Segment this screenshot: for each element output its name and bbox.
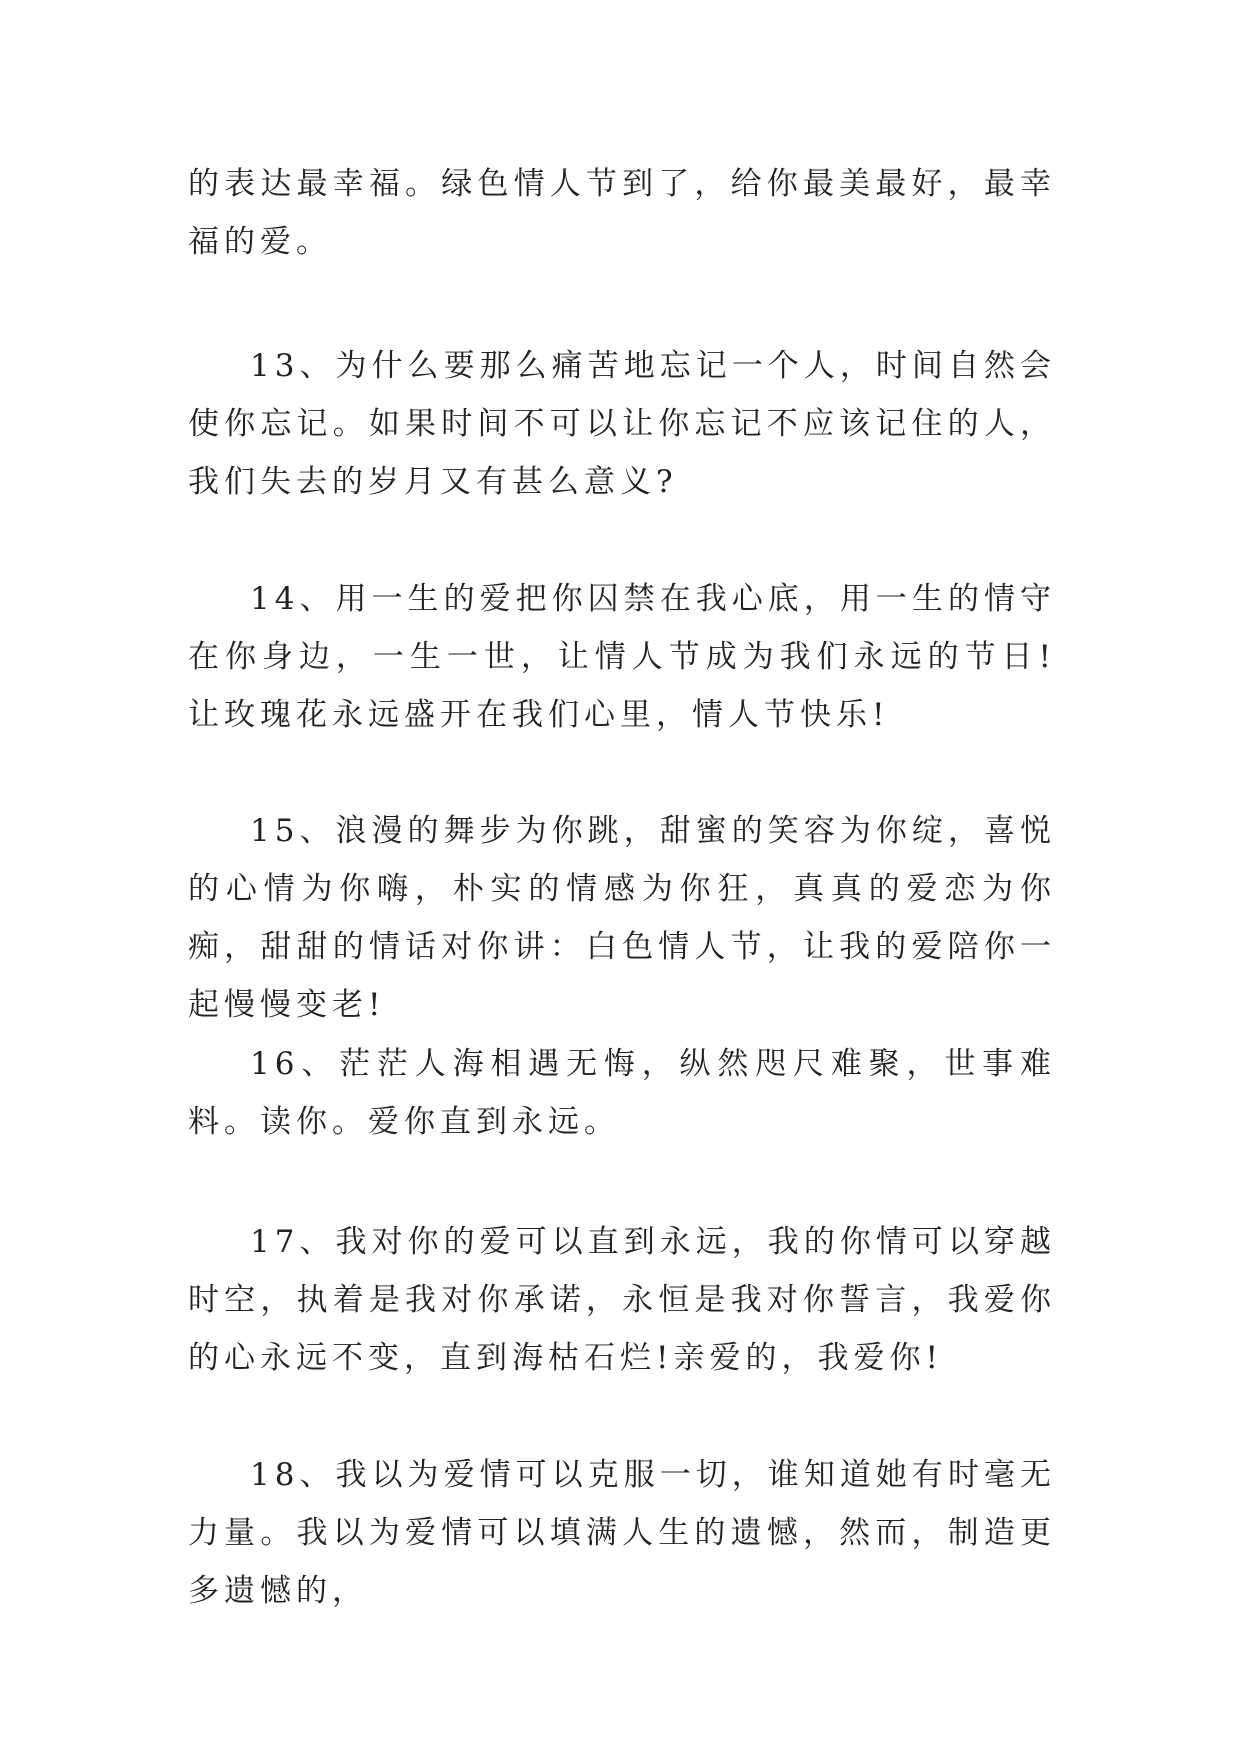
paragraph-14: 14、用一生的爱把你囚禁在我心底，用一生的情守在你身边，一生一世，让情人节成为我们永远的节日!让玫瑰花永远盛开在我们心里，情人节快乐! (188, 581, 1056, 733)
paragraph-13: 13、为什么要那么痛苦地忘记一个人，时间自然会使你忘记。如果时间不可以让你忘记不应该记住的人，我们失去的岁月又有甚么意义? (188, 348, 1056, 500)
paragraph-continuation: 的表达最幸福。绿色情人节到了，给你最美最好，最幸福的爱。 (188, 166, 1056, 260)
paragraph-18: 18、我以为爱情可以克服一切，谁知道她有时毫无力量。我以为爱情可以填满人生的遗憾，然而，制造更多遗憾的， (188, 1457, 1056, 1609)
paragraph-17: 17、我对你的爱可以直到永远，我的你情可以穿越时空，执着是我对你承诺，永恒是我对你誓言，我爱你的心永远不变，直到海枯石烂!亲爱的，我爱你! (188, 1224, 1056, 1376)
paragraph-16: 16、茫茫人海相遇无悔，纵然咫尺难聚，世事难料。读你。爱你直到永远。 (188, 1046, 1056, 1140)
paragraph-15: 15、浪漫的舞步为你跳，甜蜜的笑容为你绽，喜悦的心情为你嗨，朴实的情感为你狂，真真的爱恋为你痴，甜甜的情话对你讲：白色情人节，让我的爱陪你一起慢慢变老! (188, 813, 1056, 1023)
